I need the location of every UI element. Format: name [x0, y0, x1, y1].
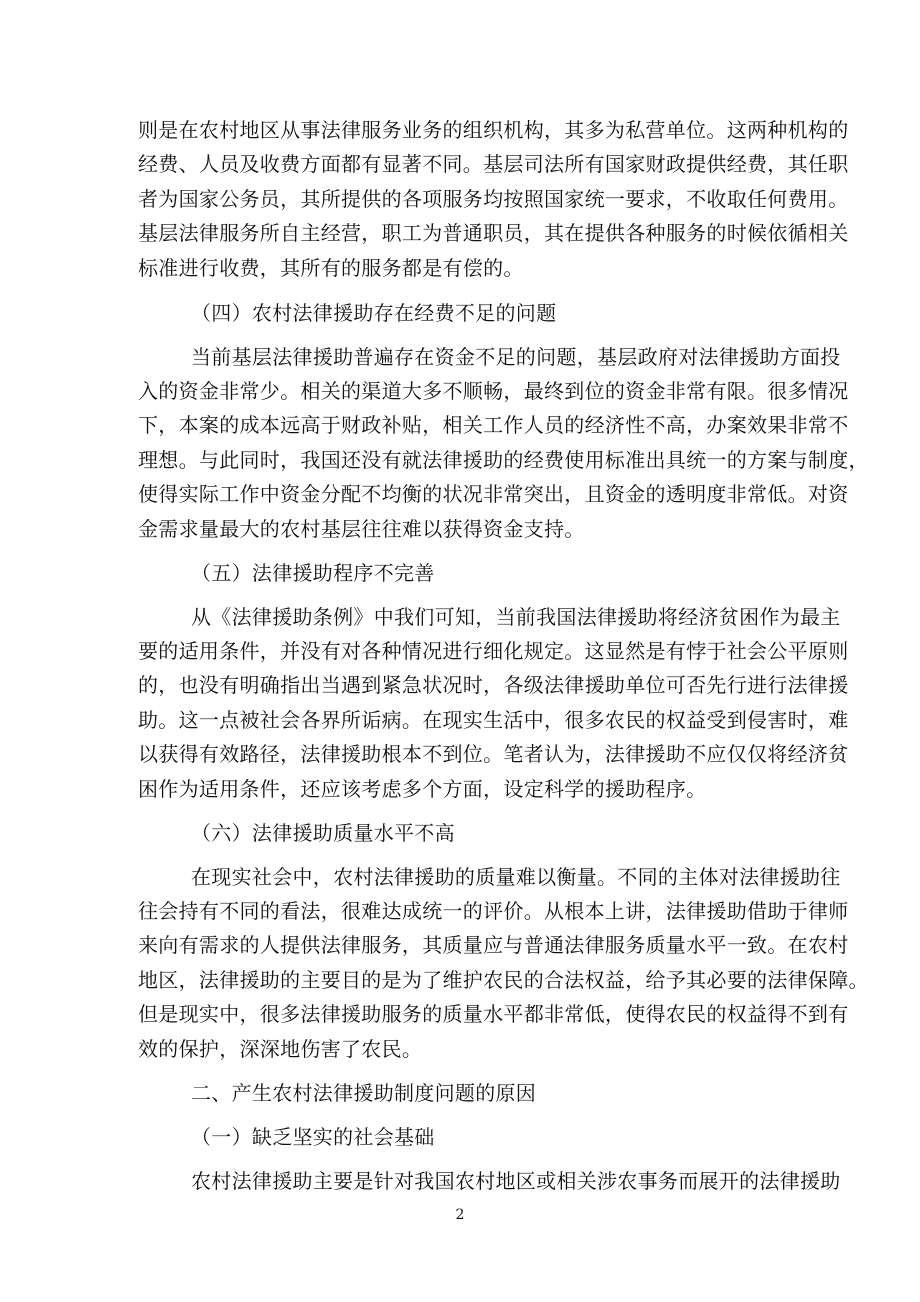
body-text-line: 助。这一点被社会各界所诟病。在现实生活中，很多农民的权益受到侵害时，难: [138, 708, 849, 732]
section-heading-6: （六）法律援助质量水平不高: [191, 821, 455, 845]
section-heading-5: （五）法律援助程序不完善: [191, 561, 435, 585]
body-text-line: 效的保护，深深地伤害了农民。: [138, 1037, 423, 1061]
body-text-line: 使得实际工作中资金分配不均衡的状况非常突出，且资金的透明度非常低。对资: [138, 482, 849, 506]
body-text-line: 但是现实中，很多法律援助服务的质量水平都非常低，使得农民的权益得不到有: [138, 1002, 849, 1026]
page-number: 2: [455, 1207, 465, 1223]
subsection-heading-1: （一）缺乏坚实的社会基础: [191, 1125, 435, 1149]
body-text-line: 往会持有不同的看法，很难达成统一的评价。从根本上讲，法律援助借助于律师: [138, 899, 849, 923]
body-text-line: 来向有需求的人提供法律服务，其质量应与普通法律服务质量水平一致。在农村: [138, 933, 849, 957]
body-text-line: 则是在农村地区从事法律服务业务的组织机构，其多为私营单位。这两种机构的: [138, 118, 849, 142]
body-text-line: 经费、人员及收费方面都有显著不同。基层司法所有国家财政提供经费，其任职: [138, 152, 849, 176]
body-text-line: 者为国家公务员，其所提供的各项服务均按照国家统一要求，不收取任何费用。: [138, 187, 849, 211]
body-text-line: 要的适用条件，并没有对各种情况进行细化规定。这显然是有悖于社会公平原则: [138, 639, 849, 663]
body-text-line: 基层法律服务所自主经营，职工为普通职员，其在提供各种服务的时候依循相关: [138, 221, 849, 245]
chapter-heading-2: 二、产生农村法律援助制度问题的原因: [191, 1081, 537, 1105]
body-text-line: 的，也没有明确指出当遇到紧急状况时，各级法律援助单位可否先行进行法律援: [138, 673, 849, 697]
paragraph-first-line: 当前基层法律援助普遍存在资金不足的问题，基层政府对法律援助方面投: [191, 345, 841, 369]
body-text-line: 标准进行收费，其所有的服务都是有偿的。: [138, 256, 524, 280]
section-heading-4: （四）农村法律援助存在经费不足的问题: [191, 301, 557, 325]
body-text-line: 入的资金非常少。相关的渠道大多不顺畅，最终到位的资金非常有限。很多情况: [138, 379, 849, 403]
body-text-line: 理想。与此同时，我国还没有就法律援助的经费使用标准出具统一的方案与制度，: [138, 448, 869, 472]
body-text-line: 下，本案的成本远高于财政补贴，相关工作人员的经济性不高，办案效果非常不: [138, 413, 849, 437]
body-text-line: 以获得有效路径，法律援助根本不到位。笔者认为，法律援助不应仅仅将经济贫: [138, 742, 849, 766]
body-text-line: 金需求量最大的农村基层往往难以获得资金支持。: [138, 517, 585, 541]
paragraph-first-line: 从《法律援助条例》中我们可知，当前我国法律援助将经济贫困作为最主: [191, 605, 841, 629]
body-text-line: 地区，法律援助的主要目的是为了维护农民的合法权益，给予其必要的法律保障。: [138, 968, 869, 992]
paragraph-first-line: 在现实社会中，农村法律援助的质量难以衡量。不同的主体对法律援助往: [191, 865, 841, 889]
body-text-line: 困作为适用条件，还应该考虑多个方面，设定科学的援助程序。: [138, 777, 707, 801]
paragraph-first-line: 农村法律援助主要是针对我国农村地区或相关涉农事务而展开的法律援助: [191, 1169, 841, 1193]
